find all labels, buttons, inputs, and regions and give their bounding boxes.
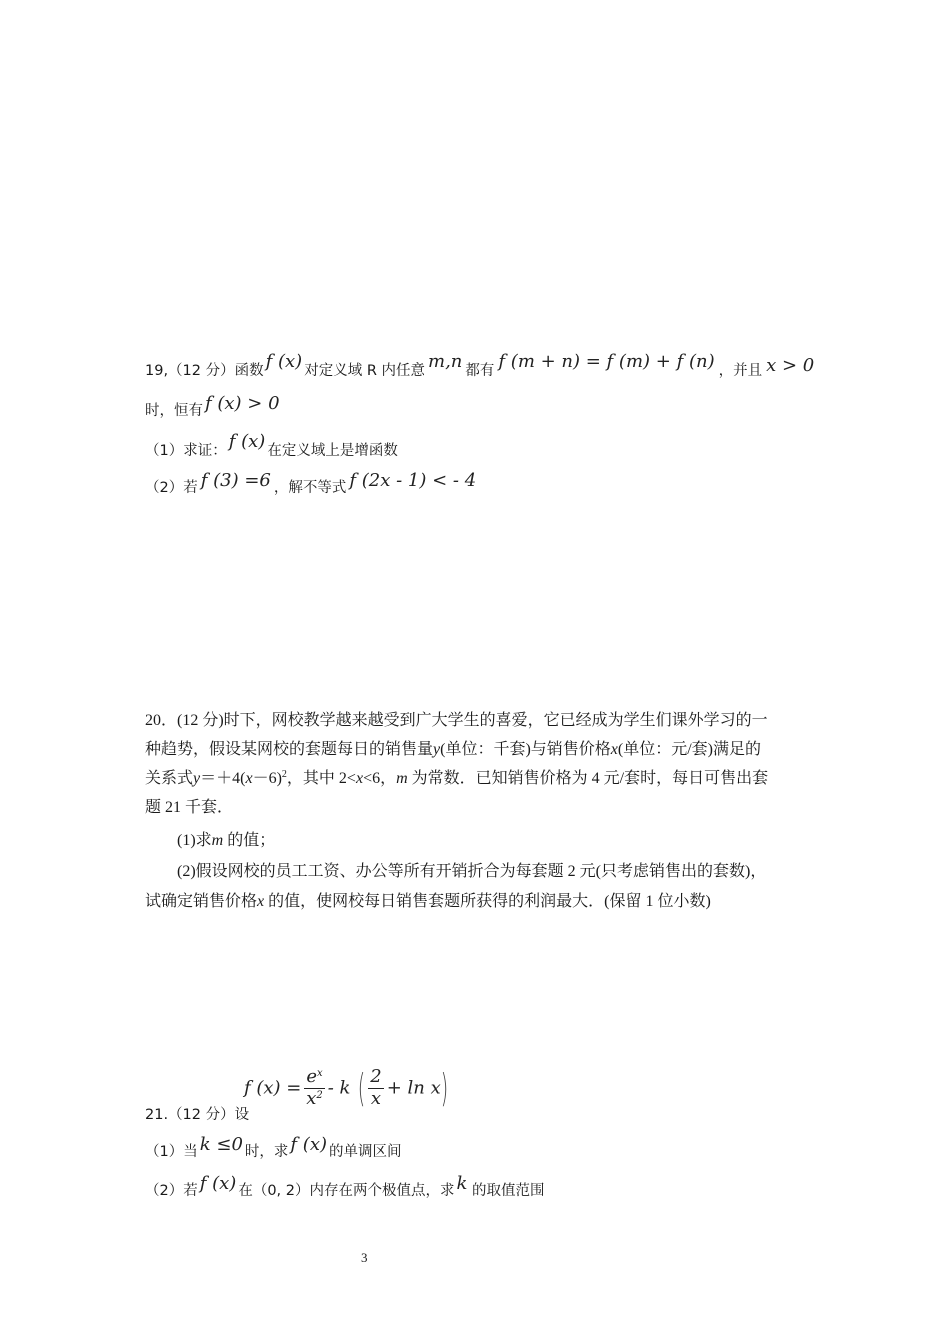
q20-line1: 20．(12 分)时下，网校教学越来越受到广大学生的喜爱，它已经成为学生们课外学习的一 bbox=[145, 712, 768, 729]
q20-line3: 关系式$y=+4(x-6)^2$，其中 2<x<6，m 为常数．已知销售价格为 4 元/套时，每日可售出套 bbox=[145, 769, 769, 787]
q19-functional-equation: f (m + n) = f (m) + f (n) bbox=[498, 351, 715, 372]
q19-part1: （1）求证： f (x) 在定义域上是增函数 bbox=[145, 431, 398, 459]
q21-label: 21.（12 分）设 bbox=[145, 1107, 250, 1123]
q20-part1: (1)求m 的值； bbox=[177, 832, 276, 849]
q20-line4: 题 21 千套． bbox=[145, 799, 234, 816]
q21-part2: （2）若 f (x) 在（0, 2）内存在两个极值点，求 k 的取值范围 bbox=[145, 1173, 545, 1199]
q21-fraction-two: $\frac{2}{x}$ bbox=[370, 1066, 382, 1109]
q19-line2: 时，恒有 f (x) > 0 bbox=[145, 393, 280, 419]
q21-fraction-exp: $\frac{e^x}{x^2}$ bbox=[306, 1066, 323, 1109]
q21-part1: （1）当 k ≤0 时，求 f (x) 的单调区间 bbox=[145, 1134, 402, 1160]
q20-part2-line1: (2)假设网校的员工工资、办公等所有开销折合为每套题 2 元(只考虑销售出的套数)， bbox=[177, 863, 767, 880]
page-number: 3 bbox=[361, 1250, 368, 1265]
q21-function-definition: f (x) = $\frac{e^x}{x^2}$ - k ( $\frac{2}{x}$ + ln x) bbox=[244, 1066, 448, 1110]
q19-line1: 19,（12 分）函数 f (x) 对定义域 R 内任意 m,n 都有 f (m + n) = f (m) + f (n) ，并且 x > 0 bbox=[145, 351, 815, 379]
q19-part2: （2）若 f (3) =6 ，解不等式 f (2x - 1) < - 4 bbox=[145, 470, 477, 496]
q20-line2: 种趋势，假设某网校的套题每日的销售量y(单位：千套)与销售价格x(单位：元/套)满足的 bbox=[145, 741, 762, 758]
q20-part2-line2: 试确定销售价格x 的值，使网校每日销售套题所获得的利润最大．(保留 1 位小数) bbox=[145, 893, 711, 910]
